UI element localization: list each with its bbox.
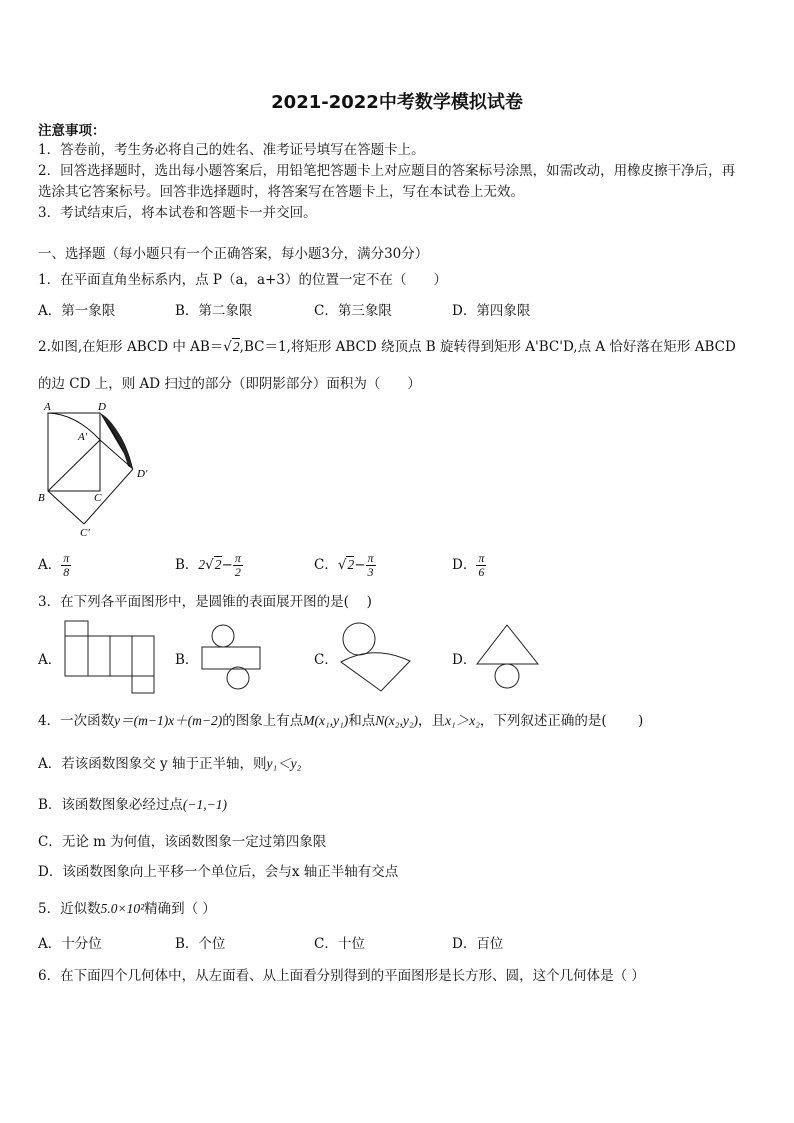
page-title: 2021-2022中考数学模拟试卷 [271,92,523,113]
q2-option-d-den: 6 [478,565,485,579]
section-heading: 一、选择题（每小题只有一个正确答案，每小题3分，满分30分） [38,246,429,262]
q3-option-b-label: B． [175,652,199,668]
notice-heading: 注意事项： [38,123,106,139]
q2-label-a1: A′ [78,431,88,443]
q4-option-a-text: A．若该函数图象交 y 轴于正半轴，则 [38,756,267,772]
q4-option-c: C．无论 m 为何值，该函数图象一定过第四象限 [38,834,327,850]
q2-stem-part1: 2.如图,在矩形 ABCD 中 AB＝ [38,339,224,355]
q2-arc-a [48,413,100,440]
q5-number: 5.0×10² [100,901,145,916]
q2-line-ba1 [48,440,100,491]
q3-option-d-label: D． [452,652,477,668]
q2-stem-part2: ,BC＝1,将矩形 ABCD 绕顶点 B 旋转得到矩形 A'BC'D,点 A 恰好落在矩形 ABCD [239,339,736,355]
q2-option-c [314,552,376,579]
q4-stem-part5: ，下列叙述正确的是( ) [479,713,644,729]
q3-stem: 3．在下列各平面图形中，是圆锥的表面展开图的是( ) [38,594,372,610]
q2-option-a-label: A． [38,557,62,573]
q2-option-c-label: C． [314,557,338,573]
q2-label-c1: C′ [80,527,90,539]
q2-rectangle-figure [36,400,156,540]
q3-option-a-label: A． [38,652,62,668]
q2-option-b [175,552,243,579]
q3-option-d-figure [476,624,546,690]
notice-item-1: 1．答卷前，考生务必将自己的姓名、准考证号填写在答题卡上。 [38,142,425,158]
notice-item-3: 3．考试结束后，将本试卷和答题卡一并交回。 [38,205,317,221]
q3-option-a-figure [64,620,158,694]
q4-function: y＝(m−1)x＋(m−2) [114,713,223,728]
q2-label-c: C [94,492,102,504]
q2-option-b-fraction [233,552,243,579]
q5-stem [38,900,216,918]
q2-option-c-minus: − [354,557,366,573]
q2-option-d-label: D． [452,557,477,573]
q4-option-d: D．该函数图象向上平移一个单位后，会与x 轴正半轴有交点 [38,864,399,880]
q2-option-a-fraction [61,552,71,579]
q2-option-c-den: 3 [367,565,374,579]
q5-option-a: A．十分位 [38,936,102,952]
q4-stem-part3: 和点 [348,713,376,729]
q4-point-n: N(x₂,y₂) [375,713,419,728]
q3-option-c-label: C． [314,652,338,668]
q1-option-b: B．第二象限 [175,303,253,319]
q2-option-d-num: π [478,551,485,565]
q2-label-d: D [98,401,106,413]
q2-option-b-coef: 2 [198,557,206,572]
q4-point-m: M(x₁,y₁) [303,713,349,728]
q2-line-d1c1 [84,469,133,524]
q2-option-c-num: π [367,551,374,565]
q2-option-d-fraction [476,552,486,579]
q2-stem-line2: 的边 CD 上，则 AD 扫过的部分（即阴影部分）面积为（ ） [38,376,421,392]
q2-label-a: A [44,401,51,413]
q4-stem [38,712,643,730]
q5-option-c: C．十位 [314,936,365,952]
q2-option-b-minus: − [221,557,233,573]
q5-option-d: D．百位 [452,936,504,952]
q3-option-b-figure [200,624,264,690]
q5-stem-part1: 5．近似数 [38,901,101,917]
q1-option-c: C．第三象限 [314,303,392,319]
q1-option-d: D．第四象限 [452,303,531,319]
q2-line-bc1 [48,491,84,524]
q4-option-b [38,796,227,814]
q5-option-b: B．个位 [175,936,226,952]
q4-stem-part4: ，且 [418,713,446,729]
q2-stem-line1 [38,338,736,356]
q1-stem: 1．在平面直角坐标系内，点 P（a，a+3）的位置一定不在（ ） [38,272,447,288]
q3-option-c-figure [338,622,412,694]
q6-stem: 6．在下面四个几何体中，从左面看、从上面看分别得到的平面图形是长方形、圆，这个几何体是（ ） [38,968,645,984]
q2-option-c-fraction [366,552,376,579]
notice-item-2a: 2．回答选择题时，选出每小题答案后，用铅笔把答题卡上对应题目的答案标号涂黑，如需改动，用橡皮擦干净后，再 [38,163,736,179]
q4-stem-part1: 4．一次函数 [38,713,115,729]
q2-option-a-num: π [63,551,70,565]
q4-stem-part2: 的图象上有点 [222,713,304,729]
q2-option-b-sqrt-sign: √ [205,557,214,573]
q5-stem-part2: 精确到（ ） [144,901,216,917]
q4-inequality: x₁＞x₂ [445,713,480,728]
q2-option-c-sqrt-sign: √ [337,557,347,573]
q2-label-b: B [38,492,45,504]
q2-option-b-sqrt: 2 [214,557,222,572]
q2-sqrt-value: 2 [232,339,240,354]
q4-option-a [38,755,301,773]
q2-label-d1: D′ [137,468,148,480]
notice-item-2b: 选涂其它答案标号。回答非选择题时，将答案写在答题卡上，写在本试卷上无效。 [38,184,524,200]
q2-option-d [452,552,486,579]
q4-option-b-text: B．该函数图象必经过点 [38,797,183,813]
q2-option-c-sqrt: 2 [347,557,355,572]
q2-option-b-label: B． [175,557,199,573]
q2-option-b-num: π [234,551,241,565]
q2-option-a [38,552,71,579]
q4-option-a-math: y₁＜y₂ [266,756,302,771]
q2-option-b-den: 2 [234,565,241,579]
q4-option-b-math: (−1,−1) [182,797,228,812]
q1-option-a: A．第一象限 [38,303,116,319]
q2-rect-abcd [48,413,100,491]
q2-sqrt-sign: √ [223,339,232,355]
q2-option-a-den: 8 [63,565,70,579]
